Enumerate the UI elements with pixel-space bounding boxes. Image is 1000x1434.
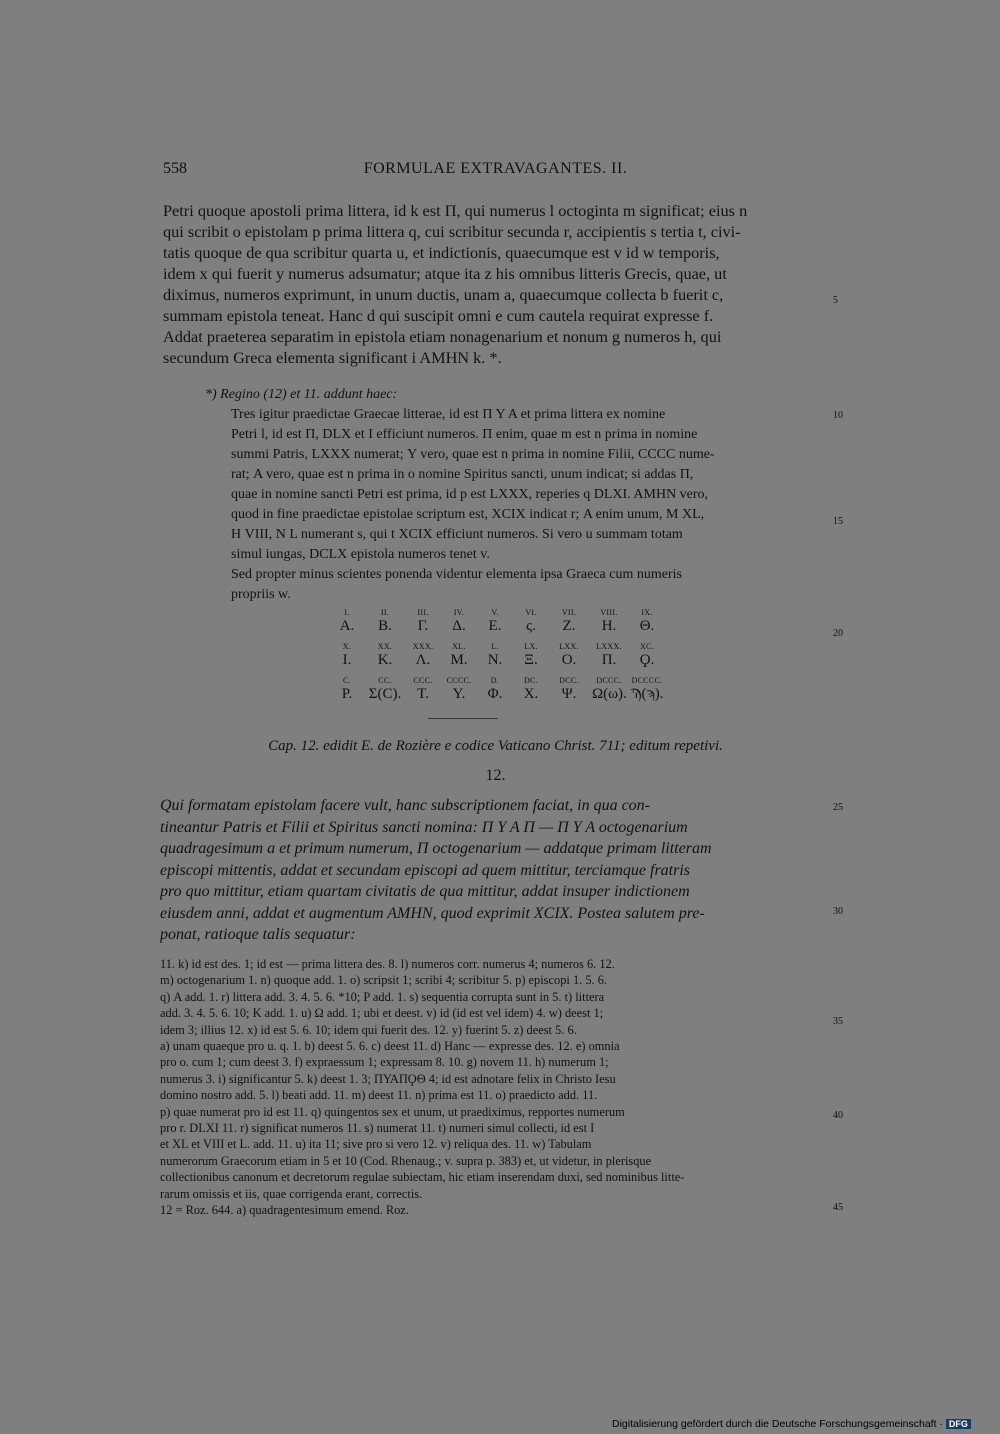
numeral-cell <box>330 608 364 635</box>
running-title: FORMULAE EXTRAVAGANTES. II. <box>363 160 628 177</box>
text-line: ponat, ratioque talis sequatur: <box>160 926 356 943</box>
greek-letter: Τ. <box>417 686 429 702</box>
text-line: tineantur Patris et Filii et Spiritus sancti nomina: Π Υ Α Π — Π Υ Α octogenarium <box>160 818 688 836</box>
page-header <box>163 160 828 184</box>
roman-value: VI. <box>525 608 537 617</box>
numeral-cell <box>478 608 512 635</box>
numeral-cell <box>514 608 548 635</box>
roman-value: IV. <box>453 608 465 617</box>
text-line: m) octogenarium 1. n) quoque add. 1. o) scripsit 1; scribi 4; scribitur 5. p) episcopi 1. 5. 6. <box>160 973 608 988</box>
numeral-cell <box>368 642 402 669</box>
text-line: qui scribit o epistolam p prima littera q, cui scribitur secunda r, accipientis s tertia t, civi- <box>163 222 741 241</box>
roman-value: LXX. <box>559 642 579 651</box>
greek-letter: Ϙ. <box>639 652 655 668</box>
numeral-cell <box>552 608 586 635</box>
roman-value: DC. <box>523 676 538 685</box>
footer-text: Digitalisierung gefördert durch die Deutsche Forschungsgemeinschaft · <box>612 1418 943 1430</box>
text-line: domino nostro add. 5. l) beati add. 11. m) deest 11. n) prima est 11. o) praedicto add. 11. <box>160 1088 598 1103</box>
text-line: Petri quoque apostoli prima littera, id k est Π, qui numerus l octoginta m significat; eius n <box>163 201 748 220</box>
text-line: a) unam quaeque pro u. q. 1. b) deest 5. 6. c) deest 11. d) Hanc — expresse des. 12. e) omnia <box>160 1039 620 1054</box>
margin-line-number: 10 <box>833 410 843 421</box>
margin-line-number: 35 <box>833 1016 843 1027</box>
text-line: episcopi mittentis, addat et secundam episcopi ad quem mittitur, terciamque fratris <box>160 861 691 879</box>
text-line: quae in nomine sancti Petri est prima, id p est LXXX, reperies q DLXI. AMHN vero, <box>231 487 709 502</box>
text-line: quod in fine praedictae epistolae scriptum est, XCIX indicat r; Α enim unum, Μ XL, <box>231 507 705 522</box>
numeral-row <box>340 642 660 676</box>
margin-line-number: 30 <box>833 906 843 917</box>
greek-numeral-table <box>339 608 664 710</box>
numeral-cell <box>442 676 476 703</box>
text-line: rarum omissis et iis, quae corrigenda erant, correctis. <box>160 1186 423 1201</box>
numeral-cell <box>630 608 664 635</box>
roman-value: LX. <box>524 642 538 651</box>
footnote-paragraph-1 <box>205 405 825 565</box>
greek-letter: Π. <box>601 652 617 668</box>
text-line: Η VIII, Ν L numerant s, qui t XCIX efficiunt numeros. Si vero u summam totam <box>231 527 683 542</box>
text-line: collectionibus canonum et decretorum regulae subiectam, hic etiam inserendam duxi, sed nominibus litte- <box>160 1170 685 1185</box>
roman-value: DCC. <box>559 676 579 685</box>
margin-line-number: 15 <box>833 516 843 527</box>
greek-letter: Σ(C). <box>368 686 402 702</box>
greek-letter: Μ. <box>450 652 468 668</box>
numeral-cell <box>368 676 402 703</box>
roman-value: IX. <box>641 608 653 617</box>
text-line: idem x qui fuerit y numerus adsumatur; atque ita z his omnibus litteris Grecis, quae, ut <box>163 264 727 283</box>
text-line: 12 = Roz. 644. a) quadragentesimum emend. Roz. <box>160 1203 409 1218</box>
text-line: add. 3. 4. 5. 6. 10; K add. 1. u) Ω add. 1; ubi et deest. v) id (id est vel idem) 4. w) deest 1; <box>160 1006 604 1021</box>
text-line: eiusdem anni, addat et augmentum AMHN, quod exprimit XCIX. Postea salutem pre- <box>160 904 705 922</box>
section-divider <box>428 718 498 720</box>
numeral-cell <box>406 608 440 635</box>
text-line: summi Patris, LXXX numerat; Υ vero, quae est n prima in nomine Filii, CCCC nume- <box>231 447 715 462</box>
greek-letter: Ν. <box>487 652 503 668</box>
text-line: propriis w. <box>231 587 291 602</box>
section-number: 12. <box>485 767 506 784</box>
text-line: pro o. cum 1; cum deest 3. f) expraessum 1; expressam 8. 10. g) novem 11. h) numerum 1; <box>160 1055 609 1070</box>
text-line: tatis quoque de qua scribitur quarta u, et indictionis, quaecumque est v id w temporis, <box>163 243 720 262</box>
roman-value: II. <box>380 608 390 617</box>
text-line: simul iungas, DCLX epistola numeros tenet v. <box>231 547 490 562</box>
text-line: Sed propter minus scientes ponenda videntur elementa ipsa Graeca cum numeris <box>231 567 682 582</box>
roman-value: III. <box>417 608 429 617</box>
roman-value: I. <box>344 608 350 617</box>
numeral-row <box>340 608 660 642</box>
greek-letter: Λ. <box>415 652 431 668</box>
text-line: pro r. DLXI 11. r) significat numeros 11. s) numerat 11. t) numeri simul collecti, id est I <box>160 1121 595 1136</box>
text-line: rat; Α vero, quae est n prima in o nomine Spiritus sancti, unum indicat; si addas Π, <box>231 467 694 482</box>
footer-credit <box>612 1418 971 1430</box>
footnote-block <box>205 385 825 605</box>
roman-value: XC. <box>639 642 654 651</box>
greek-letter: Α. <box>339 618 355 634</box>
critical-apparatus <box>160 956 825 1219</box>
greek-letter: Κ. <box>377 652 393 668</box>
margin-line-number: 45 <box>833 1202 843 1213</box>
greek-letter: Γ. <box>417 618 429 634</box>
roman-value: LXXX. <box>596 642 622 651</box>
text-line: et XL et VIII et L. add. 11. u) ita 11; sive pro si vero 12. v) reliqua des. 11. w) Tabulam <box>160 1137 592 1152</box>
numeral-cell <box>630 676 664 703</box>
numeral-cell <box>552 642 586 669</box>
numeral-cell <box>330 642 364 669</box>
footnote-paragraph-2 <box>205 565 825 605</box>
text-line: Tres igitur praedictae Graecae litterae, id est Π Υ Α et prima littera ex nomine <box>231 407 666 422</box>
numeral-cell <box>406 642 440 669</box>
formula-text <box>160 795 825 946</box>
roman-value: VII. <box>561 608 577 617</box>
roman-value: XX. <box>377 642 393 651</box>
numeral-row <box>340 676 664 710</box>
text-line: secundum Greca elementa significant i AMHN k. *. <box>163 348 502 367</box>
roman-value: CCCC. <box>446 676 472 685</box>
text-line: idem 3; illius 12. x) id est 5. 6. 10; idem qui fuerit des. 12. y) fuerint 5. z) deest 5. 6. <box>160 1022 577 1037</box>
greek-letter: ς. <box>526 618 536 634</box>
text-line: Addat praeterea separatim in epistola etiam nonagenarium et nonum g numeros h, qui <box>163 327 722 346</box>
greek-letter: Ξ. <box>524 652 538 668</box>
text-line: p) quae numerat pro id est 11. q) quingentos sex et unum, ut praediximus, repportes numerum <box>160 1104 625 1119</box>
text-line: diximus, numeros exprimunt, in unum ductis, unam a, quaecumque collecta b fuerit c, <box>163 285 724 304</box>
roman-value: CC. <box>378 676 392 685</box>
chapter-caption: Cap. 12. edidit E. de Rozière e codice Vaticano Christ. 711; editum repetivi. <box>268 738 723 754</box>
greek-letter: Ε. <box>488 618 502 634</box>
greek-letter: Ϡ(ϡ). <box>630 686 664 702</box>
greek-letter: Φ. <box>487 686 503 702</box>
numeral-cell <box>330 676 364 703</box>
roman-value: VIII. <box>600 608 618 617</box>
greek-letter: Β. <box>378 618 392 634</box>
margin-line-number: 20 <box>833 628 843 639</box>
numeral-cell <box>592 608 626 635</box>
margin-line-number: 5 <box>833 295 838 306</box>
roman-value: L. <box>491 642 499 651</box>
greek-letter: Ζ. <box>562 618 576 634</box>
greek-letter: Η. <box>601 618 617 634</box>
numeral-cell <box>368 608 402 635</box>
margin-line-number: 40 <box>833 1110 843 1121</box>
roman-value: X. <box>342 642 352 651</box>
numeral-cell <box>514 676 548 703</box>
numeral-cell <box>478 642 512 669</box>
greek-letter: Θ. <box>639 618 655 634</box>
roman-value: XXX. <box>412 642 434 651</box>
text-line: numerorum Graecorum etiam in 5 et 10 (Cod. Rhenaug.; v. supra p. 383) et, ut videtur, in plerisque <box>160 1153 652 1168</box>
numeral-cell <box>478 676 512 703</box>
text-line: q) Α add. 1. r) littera add. 3. 4. 5. 6. *10; P add. 1. s) sequentia corrupta sunt in 5. t) littera <box>160 989 605 1004</box>
numeral-cell <box>442 642 476 669</box>
numeral-cell <box>442 608 476 635</box>
text-line: Qui formatam epistolam facere vult, hanc subscriptionem faciat, in qua con- <box>160 797 651 814</box>
text-line: quadragesimum a et primum numerum, Π octogenarium — addatque primam litteram <box>160 840 712 857</box>
roman-value: DCCCC. <box>631 676 663 685</box>
greek-letter: Υ. <box>452 686 466 702</box>
greek-letter: Ι. <box>342 652 352 668</box>
text-line: 11. k) id est des. 1; id est — prima littera des. 8. l) numeros corr. numerus 4; numeros 6. 12. <box>160 957 615 971</box>
numeral-cell <box>552 676 586 703</box>
numeral-cell <box>592 642 626 669</box>
numeral-cell <box>406 676 440 703</box>
main-text <box>163 200 828 368</box>
text-line: Petri l, id est Π, DLX et I efficiunt numeros. Π enim, quae m est n prima in nomine <box>231 427 698 442</box>
margin-line-number: 25 <box>833 802 843 813</box>
greek-letter: Ψ. <box>561 686 577 702</box>
text-line: summam epistola teneat. Hanc d qui suscipit omni e cum cautela requirat expresse f. <box>163 306 714 325</box>
greek-letter: Χ. <box>523 686 539 702</box>
greek-letter: Ω(ω). <box>592 686 627 702</box>
roman-value: CCC. <box>413 676 433 685</box>
roman-value: V. <box>491 608 499 617</box>
text-line: numerus 3. i) significantur 5. k) deest 1. 3; ΠΥΑΠϘΘ 4; id est adnotare felix in Christo Iesu <box>160 1071 616 1086</box>
greek-letter: Δ. <box>452 618 466 634</box>
roman-value: DCCC. <box>596 676 622 685</box>
numeral-cell <box>514 642 548 669</box>
numeral-cell <box>630 642 664 669</box>
page-number: 558 <box>163 160 187 177</box>
roman-value: C. <box>343 676 351 685</box>
text-line: pro quo mittitur, etiam quartam civitatis de qua mittitur, addat insuper indictionem <box>160 883 690 900</box>
roman-value: D. <box>490 676 500 685</box>
greek-letter: Ρ. <box>341 686 353 702</box>
dfg-logo: DFG <box>946 1419 971 1429</box>
numeral-cell <box>592 676 626 703</box>
roman-value: XL. <box>452 642 466 651</box>
footnote-heading: *) Regino (12) et 11. addunt haec: <box>205 387 398 402</box>
greek-letter: Ο. <box>561 652 577 668</box>
